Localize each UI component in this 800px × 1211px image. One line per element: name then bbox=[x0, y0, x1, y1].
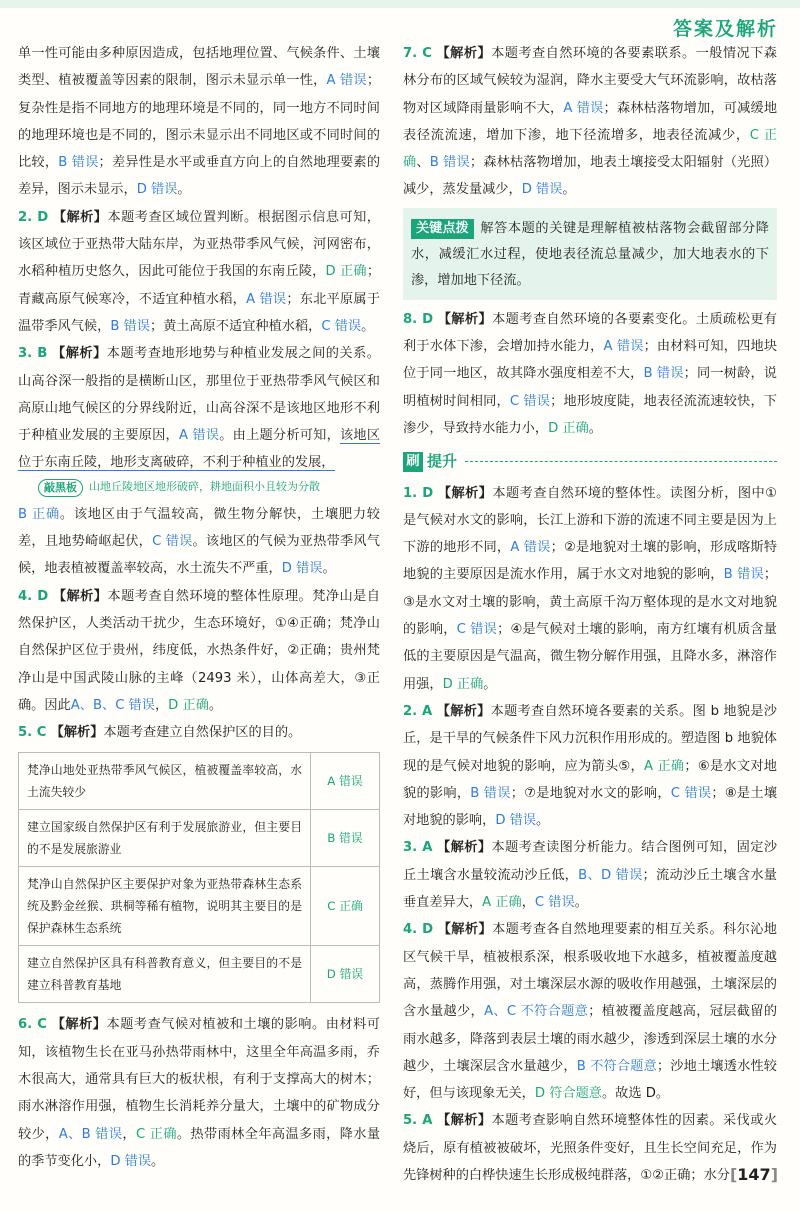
left-column bbox=[18, 40, 380, 1175]
answer-2: 2. D 【解析】本题考查区域位置判断。根据图示信息可知，该区域位于亚热带大陆东岸，为亚热带季风气候，河网密布，水稻种植历史悠久，因此可能位于我国的东南丘陵，D 正确；青藏高原气候寒冷，不适宜种植水稻，A 错误；东北平原属于温带季风气候，B 错误；黄土高原不适宜种植水稻，C 错误。 bbox=[18, 209, 381, 334]
answer-5: 5. C 【解析】本题考查建立自然保护区的目的。 bbox=[18, 725, 302, 741]
answer-6: 6. C 【解析】本题考查气候对植被和土壤的影响。由材料可知，该植物生长在亚马孙热带雨林中，这里全年高温多雨，乔木很高大，通常具有巨大的板状根，有利于支撑高大的树木；雨水淋溶作用强，植物生长消耗养分量大，土壤中的矿物成分较少，A、B 错误，C 正确。热带雨林全年高温多雨，降水量的季节变化小，D 错误。 bbox=[18, 1017, 381, 1169]
section-heading bbox=[403, 448, 777, 475]
underlined-text: 该地区位于东南丘陵，地形支离破碎，不利于种植业的发展， bbox=[18, 428, 381, 471]
table-row: 建立国家级自然保护区有利于发展旅游业，但主要目的不是发展旅游业 B 错误 bbox=[19, 810, 380, 867]
answer-8: 8. D 【解析】本题考查自然环境的各要素变化。土质疏松更有利于水体下渗，会增加持水能力，A 错误；由材料可知，四地块位于同一地区，故其降水强度相差不大，B 错误；同一树龄，说明植树时间相同，C 错误；地形坡度陡，地表径流流速较快，下渗少，导致持水能力小，D 正确。 bbox=[403, 311, 778, 436]
answer-3-continued: B 正确。该地区由于气温较高，微生物分解快，土壤肥力较差，且地势崎岖起伏，C 错误。该地区的气候为亚热带季风气候，地表植被覆盖率较高，水土流失不严重，D 错误。 bbox=[18, 506, 380, 577]
improve-answer-4: 4. D 【解析】本题考查各自然地理要素的相互关系。科尔沁地区气候干旱，植被根系深，根系吸收地下水越多，植被覆盖度越高，蒸腾作用强，对土壤深层水源的吸收作用越强，土壤深层的含水量越少，A、C 不符合题意；植被覆盖度越高，冠层截留的雨水越多，降落到表层土壤的雨水越少，渗透到深层土壤的水分越少，土壤深层含水量越少，B 不符合题意；沙地土壤透水性较好，但与该现象无关，D 符合题意。故选 D。 bbox=[403, 922, 778, 1102]
answer-4: 4. D 【解析】本题考查自然环境的整体性原理。梵净山是自然保护区，人类活动干扰少，生态环境好，①④正确；梵净山自然保护区位于贵州，纬度低，水热条件好，②正确；贵州梵净山是中国武陵山脉的主峰（2493 米），山体高差大，③正确。因此A、B、C 错误，D 正确。 bbox=[18, 588, 380, 713]
improve-answer-5: 5. A 【解析】本题考查影响自然环境整体性的因素。采伐或火烧后，原有植被被破坏，光照条件变好，且生长空间充足，作为先锋树种的白桦快速生长形成极纯群落，①②正确；水分 bbox=[403, 1113, 778, 1183]
page-number: [147] bbox=[729, 1165, 778, 1184]
improve-answer-3: 3. A 【解析】本题考查读图分析能力。结合图例可知，固定沙丘土壤含水量较流动沙丘低，B、D 错误；流动沙丘土壤含水量垂直差异大，A 正确，C 错误。 bbox=[403, 840, 778, 911]
key-note bbox=[38, 479, 380, 497]
key-point-label: 关键点拨 bbox=[411, 219, 474, 239]
answer-7: 7. C 【解析】本题考查自然环境的各要素联系。一般情况下森林分布的区域气候较为湿润，降水主要受大气环流影响，故枯落物对区域降雨量影响不大，A 错误；森林枯落物增加，可减缓地表径流流速，增加下渗，地下径流增多，地表径流减少，C 正确、B 错误；森林枯落物增加，地表土壤接受太阳辐射（光照）减少，蒸发量减少，D 错误。 bbox=[403, 46, 778, 198]
table-row: 梵净山自然保护区主要保护对象为亚热带森林生态系统及黔金丝猴、珙桐等稀有植物，说明其主要目的是保护森林生态系统 C 正确 bbox=[19, 867, 380, 946]
right-column bbox=[403, 40, 777, 1189]
table-row: 梵净山地处亚热带季风气候区，植被覆盖率较高，水土流失较少 A 错误 bbox=[19, 753, 380, 810]
note-text: 山地丘陵地区地形破碎，耕地面积小且较为分散 bbox=[89, 479, 320, 493]
page-header-title: 答案及解析 bbox=[672, 18, 778, 40]
intro-paragraph: 单一性可能由多种原因造成，包括地理位置、气候条件、土壤类型、植被覆盖等因素的限制，图示未显示单一性，A 错误；复杂性是指不同地方的地理环境是不同的，同一地方不同时间的地理环境也是不同的，图示未显示出不同地区或不同时间的比较，B 错误；差异性是水平或垂直方向上的自然地理要素的差异，图示未显示，D 错误。 bbox=[18, 46, 381, 198]
section-divider bbox=[465, 461, 777, 462]
section-icon: 刷 bbox=[403, 452, 423, 472]
analysis-table bbox=[18, 752, 380, 1003]
improve-answer-2: 2. A 【解析】本题考查自然环境各要素的关系。图 b 地貌是沙丘，是干旱的气候条件下风力沉积作用形成的。塑造图 b 地貌体现的是气候对地貌的影响，应为箭头⑤，A 正确；⑥是水文对地貌的影响，B 错误；⑦是地貌对水文的影响，C 错误；⑧是土壤对地貌的影响，D 错误。 bbox=[403, 703, 778, 829]
header-bar bbox=[0, 0, 800, 8]
key-point-box bbox=[403, 208, 777, 300]
improve-answer-1: 1. D 【解析】本题考查自然环境的整体性。读图分析，图中①是气候对水文的影响，长江上游和下游的流速不同主要是因为上下游的地形不同，A 错误；②是地貌对土壤的影响，形成喀斯特地貌的主要原因是流水作用，属于水文对地貌的影响，B 错误；③是水文对土壤的影响，黄土高原千沟万壑体现的是水文对地貌的影响，C 错误；④是气候对土壤的影响，南方红壤有机质含量低的主要原因是气温高，微生物分解作用强，且降水多，淋溶作用强，D 正确。 bbox=[403, 485, 778, 692]
key-point-text: 解答本题的关键是理解植被枯落物会截留部分降水，减缓汇水过程，使地表径流总量减少，加大地表水的下渗，增加地下径流。 bbox=[411, 220, 769, 288]
note-label: 敲黑板 bbox=[38, 479, 83, 497]
answer-3: 3. B 【解析】本题考查地形地势与种植业发展之间的关系。山高谷深一般指的是横断山区，那里位于亚热带季风气候区和高原山地气候区的分界线附近，山高谷深不是该地区地形不利于种植业发展的主要原因，A 错误。由上题分析可知，该地区位于东南丘陵，地形支离破碎，不利于种植业的发展， bbox=[18, 346, 381, 471]
section-title: 提升 bbox=[427, 452, 458, 471]
table-row: 建立自然保护区具有科普教育意义，但主要目的不是建立科普教育基地 D 错误 bbox=[19, 946, 380, 1003]
